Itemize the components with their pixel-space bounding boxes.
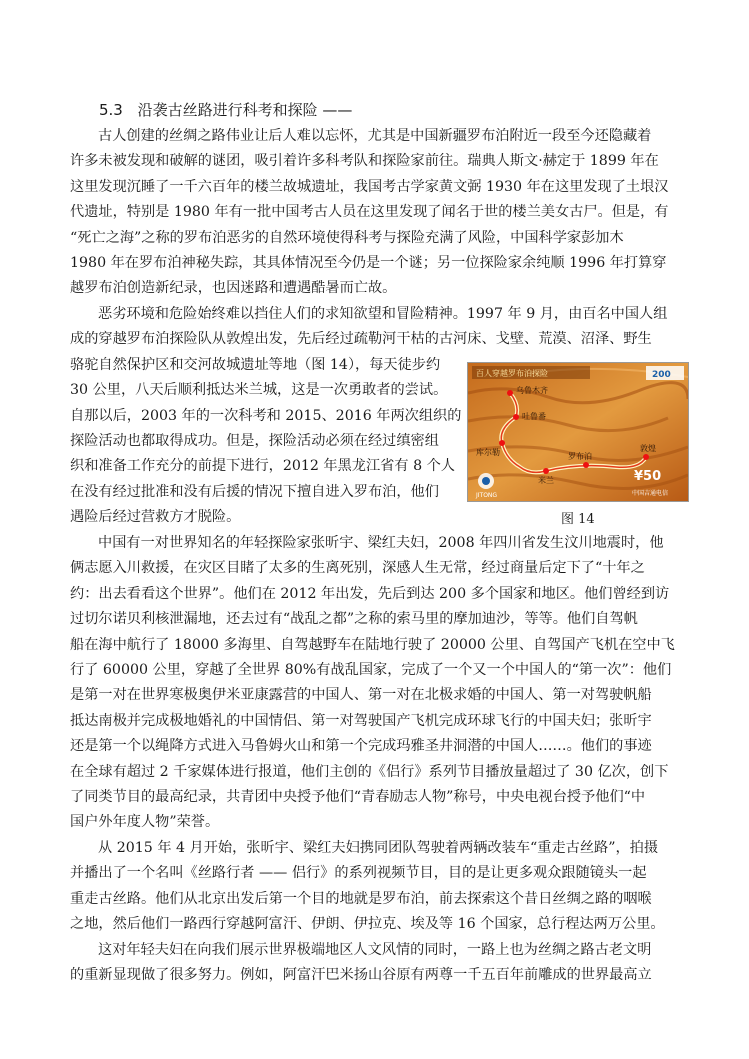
text-line: 恶劣环境和危险始终难以挡住人们的求知欲望和冒险精神。1997 年 9 月，由百名中国人组 — [98, 306, 668, 322]
card-brand: JITONG — [476, 492, 498, 499]
text-line: 自那以后，2003 年的一次科考和 2015、2016 年两次组织的 — [70, 407, 462, 424]
paragraph-1 — [70, 124, 680, 302]
figure-caption: 图 14 — [561, 512, 595, 527]
text-line: 船在海中航行了 18000 多海里、自驾越野车在陆地行驶了 20000 公里、自驾国产飞机在空中飞 — [70, 636, 675, 653]
text-line: 的重新显现做了很多努力。例如，阿富汗巴米扬山谷原有两尊一千五百年前雕成的世界最高立 — [70, 967, 652, 984]
paragraph-3 — [70, 531, 680, 836]
card-badge: 200 — [652, 370, 671, 380]
text-line: 从 2015 年 4 月开始，张昕宇、梁红夫妇携同团队驾驶着两辆改装车“重走古丝路”，拍摄 — [98, 840, 659, 856]
route-label: 敦煌 — [640, 444, 656, 453]
section-number: 5.3 — [99, 101, 123, 119]
section-title: 沿袭古丝路进行科考和探险 —— — [137, 101, 353, 119]
text-line: 俩志愿入川救援，在灾区目睹了太多的生离死别，深感人生无常，经过商量后定下了“十年之 — [70, 560, 645, 577]
text-line: 并播出了一个名叫《丝路行者 —— 侣行》的系列视频节目，目的是让更多观众跟随镜头一起 — [70, 865, 647, 882]
text-line: 成的穿越罗布泊探险队从敦煌出发，先后经过疏勒河干枯的古河床、戈壁、荒漠、沼泽、野生 — [70, 331, 652, 348]
text-line: 古人创建的丝绸之路伟业让后人难以忘怀，尤其是中国新疆罗布泊附近一段至今还隐藏着 — [98, 128, 652, 144]
card-footer: 中国吉通电信 — [632, 490, 669, 497]
text-line: 30 公里，八天后顺利抵达米兰城，这是一次勇敢者的尝试。 — [70, 382, 448, 399]
section-heading — [99, 99, 362, 121]
route-label: 米兰 — [538, 476, 554, 485]
paragraph-5 — [70, 938, 680, 989]
text-line: 遇险后经过营救方才脱险。 — [70, 509, 241, 526]
text-line: 探险活动也都取得成功。但是，探险活动必须在经过缜密组 — [70, 432, 439, 449]
text-line: 了同类节目的最高纪录，共青团中央授予他们“青春励志人物”称号，中央电视台授予他们“中 — [70, 788, 646, 805]
route-map-image — [468, 363, 688, 501]
text-line: 这里发现沉睡了一千六百年的楼兰故城遗址，我国考古学家黄文弼 1930 年在这里发现了土垠汉 — [70, 178, 669, 195]
text-line: 行了 60000 公里，穿越了全世界 80%有战乱国家，完成了一个又一个中国人的“第一次”：他们 — [70, 661, 672, 678]
paragraph-4 — [70, 836, 680, 938]
route-label: 乌鲁木齐 — [516, 386, 548, 395]
text-line: 是第一对在世界寒极奥伊米亚康露营的中国人、第一对在北极求婚的中国人、第一对驾驶帆船 — [70, 687, 652, 704]
text-line: 还是第一个以绳降方式进入马鲁姆火山和第一个完成玛雅圣井洞潜的中国人……。他们的事迹 — [70, 738, 652, 755]
text-line: 在没有经过批准和没有后援的情况下擅自进入罗布泊，他们 — [70, 483, 439, 500]
text-line: 过切尔诺贝利核泄漏地，还去过有“战乱之都”之称的索马里的摩加迪沙，等等。他们自驾帆 — [70, 611, 638, 628]
card-price: ¥50 — [634, 469, 662, 484]
text-line: 代遗址，特别是 1980 年有一批中国考古人员在这里发现了闻名于世的楼兰美女古尸。但是，有 — [70, 204, 669, 221]
card-title: 百人穿越罗布泊探险 — [476, 369, 548, 378]
route-label: 库尔勒 — [476, 448, 500, 457]
text-line: 这对年轻夫妇在向我们展示世界极端地区人文风情的同时，一路上也为丝绸之路古老文明 — [98, 942, 652, 958]
text-line: 越罗布泊创造新纪录，也因迷路和遭遇酷暑而亡故。 — [70, 280, 397, 297]
text-line: 骆驼自然保护区和交河故城遗址等地（图 14），每天徒步约 — [70, 356, 441, 373]
text-line: 重走古丝路。他们从北京出发后第一个目的地就是罗布泊，前去探索这个昔日丝绸之路的咽喉 — [70, 890, 652, 907]
figure-14-phone-card — [467, 362, 689, 502]
route-label: 罗布泊 — [568, 452, 592, 461]
text-line: 许多未被发现和破解的谜团，吸引着许多科考队和探险家前往。瑞典人斯文·赫定于 1899 年在 — [70, 153, 659, 170]
text-line: 国户外年度人物”荣誉。 — [70, 814, 220, 831]
route-label: 吐鲁番 — [522, 412, 546, 421]
text-line: 1980 年在罗布泊神秘失踪，其具体情况至今仍是一个谜；另一位探险家余纯顺 1996 年打算穿 — [70, 254, 667, 271]
text-line: 中国有一对世界知名的年轻探险家张昕宇、梁红夫妇，2008 年四川省发生汶川地震时，他 — [98, 535, 664, 551]
text-line: 抵达南极并完成极地婚礼的中国情侣、第一对驾驶国产飞机完成环球飞行的中国夫妇；张昕宇 — [70, 712, 652, 729]
text-line: 织和准备工作充分的前提下进行，2012 年黑龙江省有 8 个人 — [70, 458, 455, 475]
text-line: 在全球有超过 2 千家媒体进行报道，他们主创的《侣行》系列节目播放量超过了 30 亿次，创下 — [70, 763, 669, 780]
text-line: 之地，然后他们一路西行穿越阿富汗、伊朗、伊拉克、埃及等 16 个国家，总行程达两万公里。 — [70, 916, 665, 933]
text-line: 约：出去看看这个世界”。他们在 2012 年出发，先后到达 200 多个国家和地区。他们曾经到访 — [70, 585, 670, 602]
text-line: “死亡之海”之称的罗布泊恶劣的自然环境使得科考与探险充满了风险，中国科学家彭加木 — [70, 229, 624, 246]
